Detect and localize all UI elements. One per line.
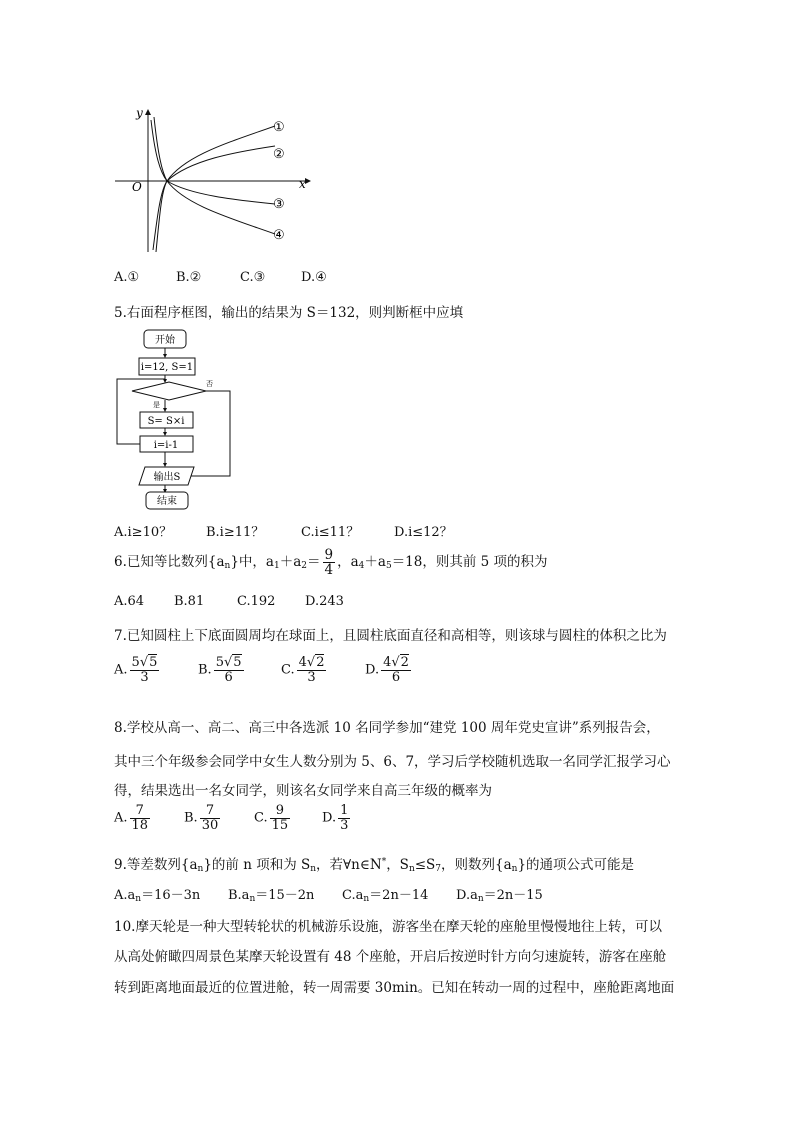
function-graph: [110, 100, 320, 260]
q8-option-a[interactable]: A. $\frac{7}{18}$: [114, 803, 149, 833]
curve-2: [153, 146, 275, 250]
curve-4: [154, 117, 275, 234]
q4-options: [114, 270, 327, 285]
q9-stem: 9.等差数列$\{a_n\}$的前 n 项和为 $S_n$，若∀n∈N*，$S_n\le S_7$，则数列$\{a_n\}$的通项公式可能是: [114, 857, 635, 874]
curve-3-label: ③: [273, 197, 285, 212]
q6-stem: 6.已知等比数列$\{a_n\}$中，$a_1+a_2=$ $\frac{9}{4}$ ，$a_4+a_5=18$，则其前 5 项的积为: [114, 547, 548, 579]
q6-options: [114, 594, 344, 609]
y-axis-label: y: [136, 106, 143, 120]
flow-step2-label: i=i-1: [153, 440, 179, 451]
q6-option-c[interactable]: C.192: [237, 594, 276, 609]
q9-option-d[interactable]: $D.a_n=2n-15$: [456, 888, 543, 904]
q4-option-c[interactable]: C.③: [240, 270, 266, 285]
q5-option-d[interactable]: D.i≤12？: [394, 525, 453, 540]
q9-option-c[interactable]: $C.a_n=2n-14$: [342, 888, 429, 904]
flow-end-label: 结束: [157, 496, 177, 507]
q4-option-a[interactable]: A.①: [114, 270, 140, 285]
q4-option-d[interactable]: D.④: [301, 270, 327, 285]
q6-option-a[interactable]: A.64: [114, 594, 145, 609]
q8-options: [114, 804, 352, 832]
q5-option-b[interactable]: B.i≥11？: [206, 525, 265, 540]
q6-option-b[interactable]: B.81: [174, 594, 205, 609]
q10-line-1: 10.摩天轮是一种大型转轮状的机械游乐设施，游客坐在摩天轮的座舱里慢慢地往上转，可以: [114, 919, 662, 935]
curve-1-label: ①: [273, 120, 285, 135]
q7-option-c[interactable]: C. $\frac{4√2}{3}$: [281, 655, 325, 685]
curve-4-label: ④: [273, 228, 285, 243]
q8-line-1: 8.学校从高一、高二、高三中各选派 10 名同学参加“建党 100 周年党史宣讲”系列报告会，: [114, 720, 660, 736]
q10-line-2: 从高处俯瞰四周景色某摩天轮设置有 48 个座舱，开启后按逆时针方向匀速旋转，游客在座舱: [114, 949, 667, 965]
q5-option-a[interactable]: A.i≥10？: [114, 525, 173, 540]
q9-options: [114, 884, 543, 904]
q8-line-3: 得，结果选出一名女同学，则该名女同学来自高三年级的概率为: [114, 783, 492, 799]
y-axis-arrow: [145, 109, 151, 115]
x-axis-label: x: [299, 177, 306, 191]
flow-yes-label: 是: [153, 401, 160, 409]
q7-option-a[interactable]: A. $\frac{5√5}{3}$: [114, 655, 158, 685]
q7-option-d[interactable]: D. $\frac{4√2}{6}$: [365, 655, 409, 685]
q6-option-d[interactable]: D.243: [305, 594, 344, 609]
q7-option-b[interactable]: B. $\frac{5√5}{6}$: [198, 655, 242, 685]
flow-no-label: 否: [206, 380, 213, 388]
q7-stem: 7.已知圆柱上下底面圆周均在球面上，且圆柱底面直径和高相等，则该球与圆柱的体积之比为: [114, 628, 667, 644]
origin-label: O: [132, 180, 142, 194]
flowchart: [112, 326, 234, 512]
q8-line-2: 其中三个年级参会同学中女生人数分别为 5、6、7，学习后学校随机选取一名同学汇报学习心: [114, 754, 671, 770]
q7-options: [114, 656, 413, 684]
x-axis-arrow: [305, 178, 311, 184]
flow-output-label: 输出S: [153, 472, 181, 483]
q5-option-c[interactable]: C.i≤11？: [301, 525, 360, 540]
flow-step1-label: S= S×i: [147, 416, 185, 427]
q8-option-d[interactable]: D. $\frac{1}{3}$: [322, 803, 349, 833]
q9-option-b[interactable]: $B.a_n=15-2n$: [228, 888, 315, 904]
q8-option-c[interactable]: C. $\frac{9}{15}$: [254, 803, 289, 833]
q10-line-3: 转到距离地面最近的位置进舱，转一周需要 30min。已知在转动一周的过程中，座舱距离地面: [114, 980, 675, 996]
q6-fraction: $\frac{9}{4}$: [324, 547, 334, 579]
flow-init-label: i=12, S=1: [140, 362, 194, 373]
curve-2-label: ②: [273, 147, 285, 162]
q9-option-a[interactable]: $A.a_n=16-3n$: [114, 888, 201, 904]
q4-option-b[interactable]: B.②: [176, 270, 202, 285]
flow-decision: [132, 382, 206, 400]
flow-start-label: 开始: [155, 335, 175, 346]
q5-options: [114, 521, 453, 540]
q8-option-b[interactable]: B. $\frac{7}{30}$: [184, 803, 219, 833]
q5-stem: 5.右面程序框图，输出的结果为 S＝132，则判断框中应填: [114, 305, 464, 321]
